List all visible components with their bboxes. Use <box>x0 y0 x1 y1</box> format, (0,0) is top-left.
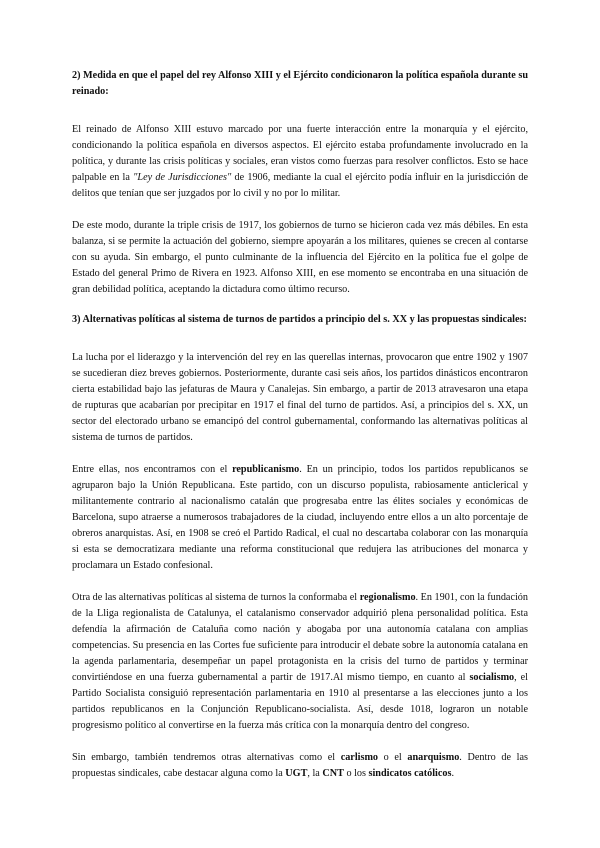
text-run: o el <box>378 752 408 763</box>
document-page <box>72 68 528 798</box>
key-term: regionalismo <box>359 592 416 603</box>
key-term: anarquismo <box>407 752 460 763</box>
section-2-heading: 2) Medida en que el papel del rey Alfonso XIII y el Ejército condicionaron la política española durante su reinado: <box>72 70 528 97</box>
key-term: socialismo <box>469 672 515 683</box>
text-run: . <box>451 768 454 779</box>
text-run: , la <box>307 768 323 779</box>
section-3-paragraph-3 <box>72 590 528 734</box>
text-run: Entre ellas, nos encontramos con el <box>72 464 233 475</box>
text-run: . En un principio, todos los partidos republicanos se agruparon bajo la Unión Republicana. Este partido, con un discurso populista, rabiosamente anticlerical y militantemente contrario al nacionalismo catalán que progresaba entre las élites sociales y económicas de Barcelona, supo atraerse a numerosos trabajadores de la ciudad, incluyendo entre ellos a un alto porcentaje de obreros anarquistas. Así, en 1908 se creó el Partido Radical, el cual no descartaba colaborar con las monarquía si esta se democratizara mediante una reforma constitucional que redujera las atribuciones del monarca y proclamara un Estado confesional. <box>72 464 529 571</box>
key-term: CNT <box>322 768 344 779</box>
text-run: Sin embargo, también tendremos otras alternativas como el <box>72 752 341 763</box>
text-run: . En 1901, con la fundación de la Lliga regionalista de Catalunya, el catalanismo conservador adquirió plena personalidad política. Esta defendía la afirmación de Cataluña como nación y abogaba por una autonomía catalana con amplias competencias. Su presencia en las Cortes fue suficiente para introducir el debate sobre la autonomía catalana en la agenda parlamentaria, desempeñar un papel protagonista en la crisis del turno de partidos y terminar convirtiéndose en una fuerza gubernamental a partir de 1917.Al mismo tiempo, en cuanto al <box>72 592 528 683</box>
section-3-paragraph-2 <box>72 462 528 574</box>
text-run: de 1906, mediante la cual el ejército podía influir en la jurisdicción de delitos que tenían que ser juzgados por lo civil y no por lo militar. <box>72 172 529 199</box>
key-term: sindicatos católicos <box>368 768 452 779</box>
section-2-paragraph-1 <box>72 122 528 202</box>
key-term: carlismo <box>340 752 379 763</box>
section-3-paragraph-1: La lucha por el liderazgo y la intervención del rey en las querellas internas, provocaron que entre 1902 y 1907 se sucedieran diez breves gobiernos. Posteriormente, durante casi seis años, los partidos dinásticos encontraron cierta estabilidad bajo las jefaturas de Maura y Canalejas. Sin embargo, a partir de 2013 atravesaron una etapa de rupturas que acabarían por precipitar en 1917 el final del turno de partidos. Así, a principios del s. XX, un sector del electorado urbano se emancipó del control gubernamental, conformando las alternativas políticas al sistema de turnos de partidos. <box>72 352 528 443</box>
text-run: Otra de las alternativas políticas al sistema de turnos la conformaba el <box>72 592 360 603</box>
key-term: UGT <box>285 768 308 779</box>
section-3-heading: 3) Alternativas políticas al sistema de turnos de partidos a principio del s. XX y las propuestas sindicales: <box>72 314 527 325</box>
text-run: El reinado de Alfonso XIII estuvo marcado por una fuerte interacción entre la monarquía y el ejército, condicionando la política española en diversos aspectos. El ejército estaba profundamente involucrado en la política, y durante las crisis políticas y sociales, eran vistos como fuerzas para resolver conflictos. Esto se hace palpable en la <box>72 124 528 183</box>
section-3-paragraph-4 <box>72 750 528 782</box>
law-title: "Ley de Jurisdicciones" <box>133 172 232 183</box>
section-2-paragraph-2: De este modo, durante la triple crisis de 1917, los gobiernos de turno se hicieron cada vez más débiles. En esta balanza, si se permite la actuación del gobierno, siempre apoyarán a los militares, quienes se crecen al contarse con su ayuda. Sin embargo, el punto culminante de la influencia del Ejército en la política fue el golpe de Estado del general Primo de Rivera en 1923. Alfonso XIII, en ese momento se encontraba en una situación de gran debilidad política, aceptando la dictadura como último recurso. <box>72 220 528 295</box>
text-run: o los <box>343 768 369 779</box>
text-run: , el Partido Socialista consiguió representación parlamentaria en 1910 al presentarse a las elecciones junto a los partidos republicanos en la Conjunción Republicano-socialista. Así, desde 1018, lograron un notable progresismo político al convertirse en la fuerza más crítica con la monarquía dentro del congreso. <box>72 672 528 731</box>
key-term: republicanismo <box>232 464 300 475</box>
text-run: . Dentro de las propuestas sindicales, cabe destacar alguna como la <box>72 752 528 779</box>
